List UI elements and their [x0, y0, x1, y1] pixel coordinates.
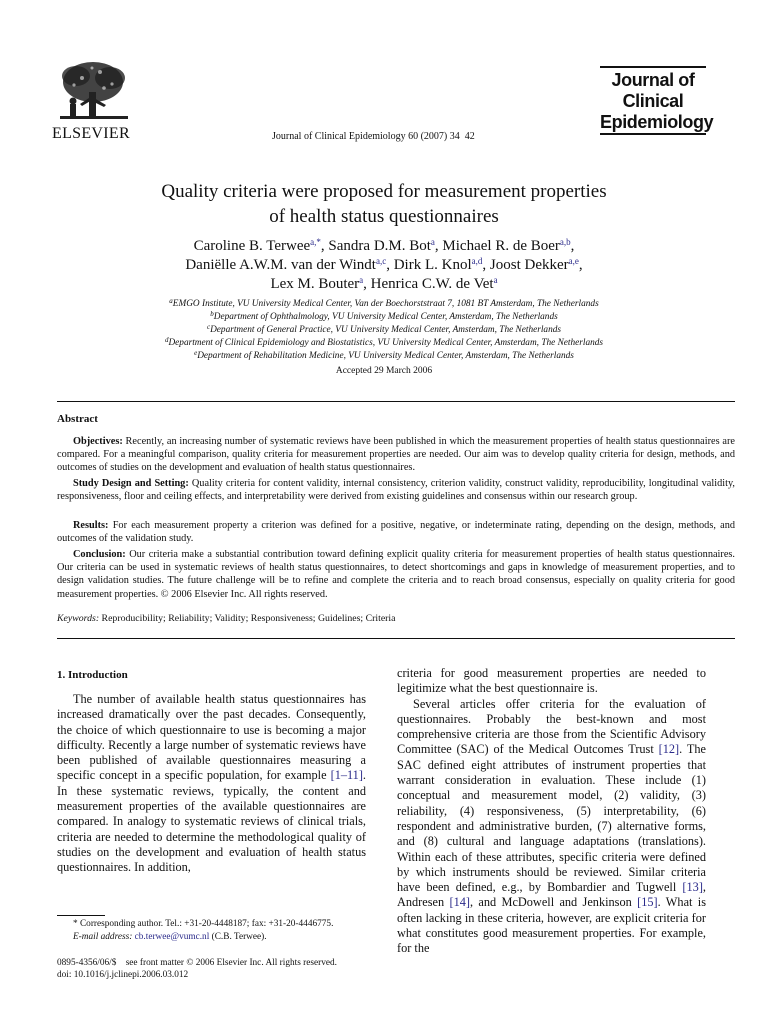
conclusion-label: Conclusion:	[73, 549, 126, 560]
paragraph: criteria for good measurement properties are needed to legitimize what the best questionnaire is.	[397, 666, 706, 696]
conclusion-text: Our criteria make a substantial contribution toward defining explicit quality criteria for measurement properties of health status questionnaires. Our criteria can be used in systematic reviews of health status questionnaires, to detect shortcomings and gaps in knowledge of measurement properties, and to design validation studies. The future challenge will be to refine and complete the criteria and to reach broad consensus, especially on quality criteria for good measurement properties. © 2006 Elsevier Inc. All rights reserved.	[57, 549, 735, 600]
author-affiliation-sup[interactable]: a,b	[559, 237, 571, 247]
journal-title-line: Epidemiology	[600, 112, 714, 132]
author-name: Lex M. Bouter	[270, 276, 360, 292]
left-column-text	[57, 692, 366, 876]
reference-link[interactable]: [12]	[658, 742, 680, 757]
paragraph-text: . What is often lacking in these criteria, however, are explicit criteria for what constitutes good measurement properties. For example, for the	[397, 895, 706, 956]
affiliation-text: EMGO Institute, VU University Medical Center, Van der Boechorststraat 7, 1081 BT Amsterdam, The Netherlands	[172, 299, 599, 309]
paragraph-text: , Andresen	[397, 880, 706, 910]
author-sep: ,	[363, 276, 371, 292]
article-title-line2: of health status questionnaires	[269, 206, 499, 227]
author-affiliation-sup[interactable]: a,c	[375, 256, 387, 266]
accepted-date: Accepted 29 March 2006	[335, 366, 433, 376]
author-line	[0, 276, 768, 293]
keywords-label: Keywords:	[57, 613, 100, 624]
reference-link[interactable]: [1–11]	[330, 768, 363, 783]
author-line	[0, 238, 768, 255]
section-heading: 1. Introduction	[57, 669, 128, 681]
abstract-conclusion	[57, 548, 735, 601]
affiliation-text: Department of Rehabilitation Medicine, VU University Medical Center, Amsterdam, The Netherlands	[197, 351, 574, 361]
study-text: Quality criteria for content validity, internal consistency, criterion validity, construct validity, reproducibility, longitudinal validity, responsiveness, floor and ceiling effects, and interpretability were derived from existing guidelines and consensus within our research group.	[57, 478, 735, 503]
author-sep: ,	[570, 238, 575, 254]
keywords	[57, 613, 396, 624]
intro-text: . In these systematic reviews, typically, the content and measurement properties of the available questionnaires are compared. In analogy to systematic reviews of clinical trials, criteria are needed to determine the methodological quality of studies on the development and evaluation of health status questionnaires. In addition,	[57, 768, 366, 875]
journal-title-line: Clinical	[622, 91, 684, 111]
affiliation	[0, 325, 768, 335]
author-sep: ,	[482, 257, 490, 273]
affiliation-text: Department of Ophthalmology, VU University Medical Center, Amsterdam, The Netherlands	[213, 312, 558, 322]
affiliation-sup: b	[210, 310, 214, 318]
author-name: Sandra D.M. Bot	[328, 238, 431, 254]
author-sep: ,	[320, 238, 329, 254]
objectives-text: Recently, an increasing number of systematic reviews have been published in which the measurement properties of health status questionnaires are compared. For a meaningful comparison, quality criteria for measurement properties are needed. Our aim was to develop quality criteria for design, methods, and outcomes of studies on the development and evaluation of health status questionnaires.	[57, 436, 735, 474]
journal-title-block	[600, 66, 714, 136]
affiliation-sup: a	[169, 297, 173, 305]
affiliation-sup: d	[164, 336, 169, 344]
right-column-text	[397, 666, 706, 957]
abstract-study-design	[57, 477, 735, 503]
corresponding-author-note: * Corresponding author. Tel.: +31-20-4448187; fax: +31-20-4446775.	[73, 919, 334, 929]
affiliation	[0, 351, 768, 361]
affiliation-sup: c	[206, 323, 211, 331]
author-name: Caroline B. Terwee	[193, 238, 311, 254]
footnote-rule	[57, 915, 105, 916]
publisher-name: ELSEVIER	[52, 125, 130, 142]
author-affiliation-sup[interactable]: a	[493, 275, 498, 285]
abstract-objectives	[57, 435, 735, 475]
affiliation	[0, 338, 768, 348]
abstract-top-rule	[57, 401, 735, 402]
journal-title-line: Journal of	[611, 70, 695, 90]
author-name: Joost Dekker	[489, 257, 569, 273]
paragraph-text: . The SAC defined eight attributes of instrument properties that warrant consideration in evaluation. These include (1) conceptual and measurement model, (2) validity, (3) reliability, (4) responsiveness, (5) interpretability, (6) respondent and administrative burden, (7) alternative forms, and (8) cultural and language adaptations (translations). Within each of these attributes, specific criteria were defined by which instruments should be reviewed. Similar criteria have been defined, e.g., by Bombardier and Tugwell	[397, 742, 706, 895]
author-affiliation-sup[interactable]: a	[430, 237, 435, 247]
author-name: Dirk L. Knol	[393, 257, 472, 273]
article-title: Quality criteria were proposed for measurement properties	[161, 181, 607, 202]
author-name: Daniëlle A.W.M. van der Windt	[185, 257, 376, 273]
email-link[interactable]: cb.terwee@vumc.nl	[134, 932, 210, 942]
results-text: For each measurement property a criterion was defined for a positive, negative, or indeterminate rating, depending on the design, methods, and outcomes of the validation study.	[57, 520, 735, 545]
author-affiliation-sup[interactable]: a,d	[471, 256, 483, 266]
author-affiliation-sup[interactable]: a,e	[568, 256, 579, 266]
affiliation	[0, 299, 768, 309]
journal-citation: Journal of Clinical Epidemiology 60 (2007) 34 42	[272, 131, 475, 142]
reference-link[interactable]: [14]	[449, 895, 470, 910]
study-label: Study Design and Setting:	[73, 478, 189, 489]
results-label: Results:	[73, 520, 109, 531]
abstract-heading: Abstract	[57, 413, 98, 425]
objectives-label: Objectives:	[73, 436, 123, 447]
author-sep: ,	[578, 257, 583, 273]
author-affiliation-sup[interactable]: a,*	[310, 237, 321, 247]
author-sep: ,	[434, 238, 443, 254]
paragraph-text: Several articles offer criteria for the evaluation of questionnaires. Probably the best-known and most comprehensive criteria are those from the Scientific Advisory Committee (SAC) of the Medical Outcomes Trust	[397, 696, 706, 757]
affiliation	[0, 312, 768, 322]
abstract-results	[57, 519, 735, 545]
issn-line: 0895-4356/06/$ see front matter © 2006 Elsevier Inc. All rights reserved.	[57, 958, 337, 968]
email-note	[57, 932, 267, 942]
abstract-bottom-rule	[57, 638, 735, 639]
keywords-text: Reproducibility; Reliability; Validity; Responsiveness; Guidelines; Criteria	[99, 613, 396, 624]
doi-line: doi: 10.1016/j.jclinepi.2006.03.012	[57, 970, 189, 980]
affiliation-text: Department of Clinical Epidemiology and Biostatistics, VU University Medical Center, Amsterdam, The Netherlands	[168, 338, 604, 348]
author-line	[0, 257, 768, 274]
email-suffix: (C.B. Terwee).	[209, 932, 267, 942]
paragraph	[397, 697, 706, 957]
reference-link[interactable]: [13]	[682, 880, 703, 895]
author-sep: ,	[386, 257, 394, 273]
affiliation-sup: e	[194, 349, 198, 357]
author-affiliation-sup[interactable]: a	[359, 275, 364, 285]
author-name: Michael R. de Boer	[442, 238, 560, 254]
affiliation-text: Department of General Practice, VU University Medical Center, Amsterdam, The Netherlands	[210, 325, 561, 335]
reference-link[interactable]: [15]	[637, 895, 658, 910]
journal-block-rule	[600, 133, 706, 135]
email-label: E-mail address:	[73, 932, 133, 942]
intro-text: The number of available health status questionnaires has increased dramatically over the past decades. Consequently, the choice of which questionnaire to use is becoming a major difficulty. Recently a large number of systematic reviews have been published of available questionnaires measuring a specific concept in a specific population, for example	[57, 692, 366, 783]
paragraph-text: , and McDowell and Jenkinson	[469, 895, 638, 910]
elsevier-tree-logo	[52, 58, 134, 124]
author-name: Henrica C.W. de Vet	[370, 276, 494, 292]
